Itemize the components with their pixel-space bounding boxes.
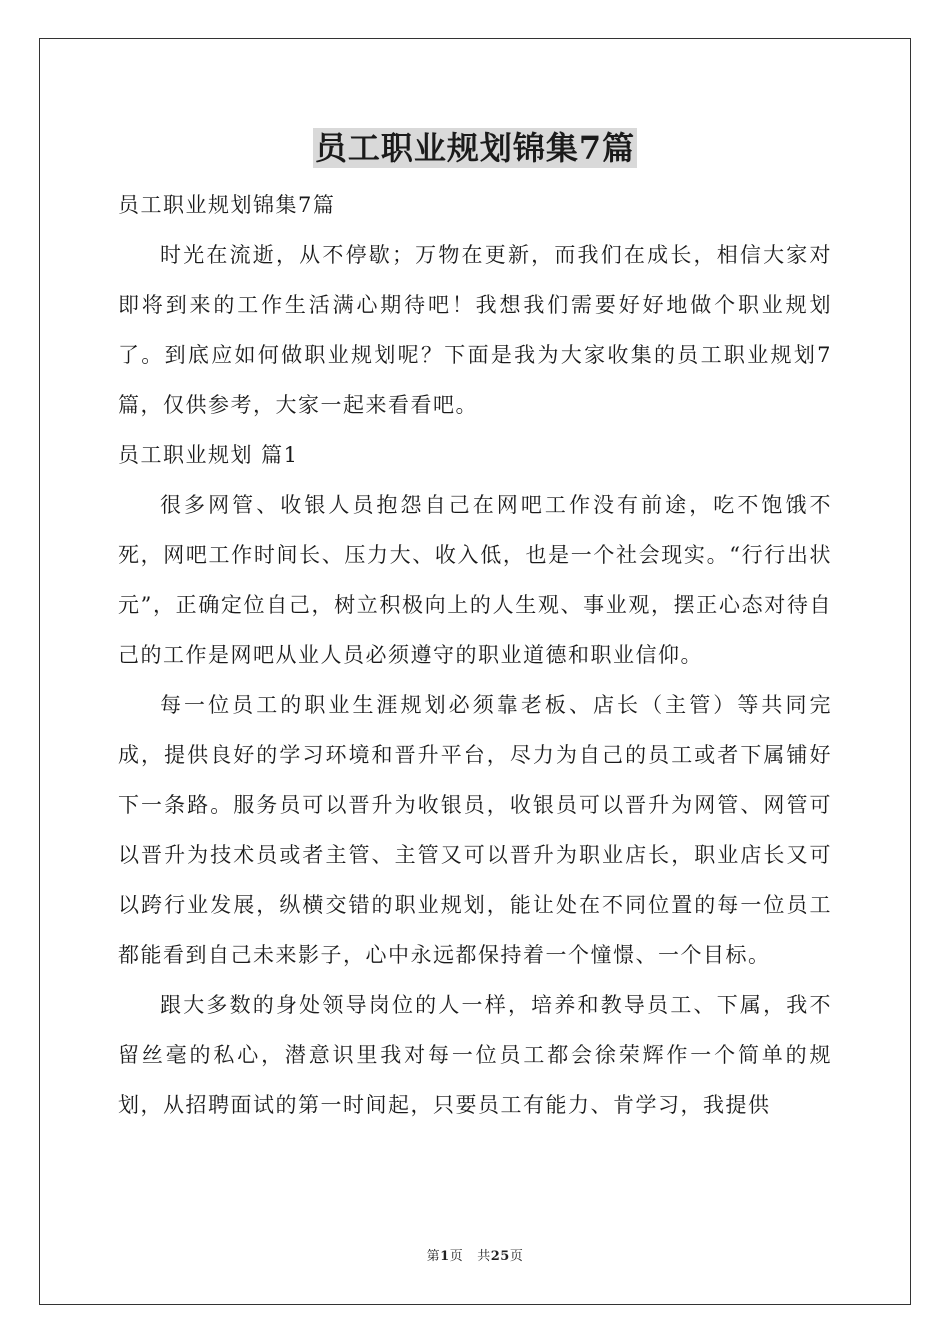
document-subtitle: 员工职业规划锦集7篇	[118, 193, 336, 217]
document-body	[118, 180, 832, 1130]
document-title: 员工职业规划锦集7篇	[314, 129, 636, 167]
title-container	[0, 128, 950, 168]
body-paragraph-2: 每一位员工的职业生涯规划必须靠老板、店长（主管）等共同完成，提供良好的学习环境和晋升平台，尽力为自己的员工或者下属铺好下一条路。服务员可以晋升为收银员，收银员可以晋升为网管、网管可以晋升为技术员或者主管、主管又可以晋升为职业店长，职业店长又可以跨行业发展，纵横交错的职业规划，能让处在不同位置的每一位员工都能看到自己未来影子，心中永远都保持着一个憧憬、一个目标。	[118, 693, 832, 967]
section-heading: 员工职业规划 篇1	[118, 443, 299, 467]
intro-paragraph: 时光在流逝，从不停歇；万物在更新，而我们在成长，相信大家对即将到来的工作生活满心期待吧！我想我们需要好好地做个职业规划了。到底应如何做职业规划呢？下面是我为大家收集的员工职业规划7篇，仅供参考，大家一起来看看吧。	[118, 243, 832, 417]
total-suffix: 页	[509, 1249, 524, 1264]
page-suffix: 页	[449, 1249, 464, 1264]
total-prefix: 共	[477, 1249, 491, 1264]
page-prefix: 第	[426, 1249, 441, 1264]
page-current: 1	[440, 1249, 450, 1264]
body-paragraph-1: 很多网管、收银人员抱怨自己在网吧工作没有前途，吃不饱饿不死，网吧工作时间长、压力大、收入低，也是一个社会现实。“行行出状元”，正确定位自己，树立积极向上的人生观、事业观，摆正心态对待自己的工作是网吧从业人员必须遵守的职业道德和职业信仰。	[118, 493, 832, 667]
page-total: 25	[490, 1249, 510, 1264]
page-footer	[0, 1245, 950, 1264]
body-paragraph-3: 跟大多数的身处领导岗位的人一样，培养和教导员工、下属，我不留丝毫的私心，潜意识里我对每一位员工都会徐荣辉作一个简单的规划，从招聘面试的第一时间起，只要员工有能力、肯学习，我提供	[118, 993, 832, 1117]
